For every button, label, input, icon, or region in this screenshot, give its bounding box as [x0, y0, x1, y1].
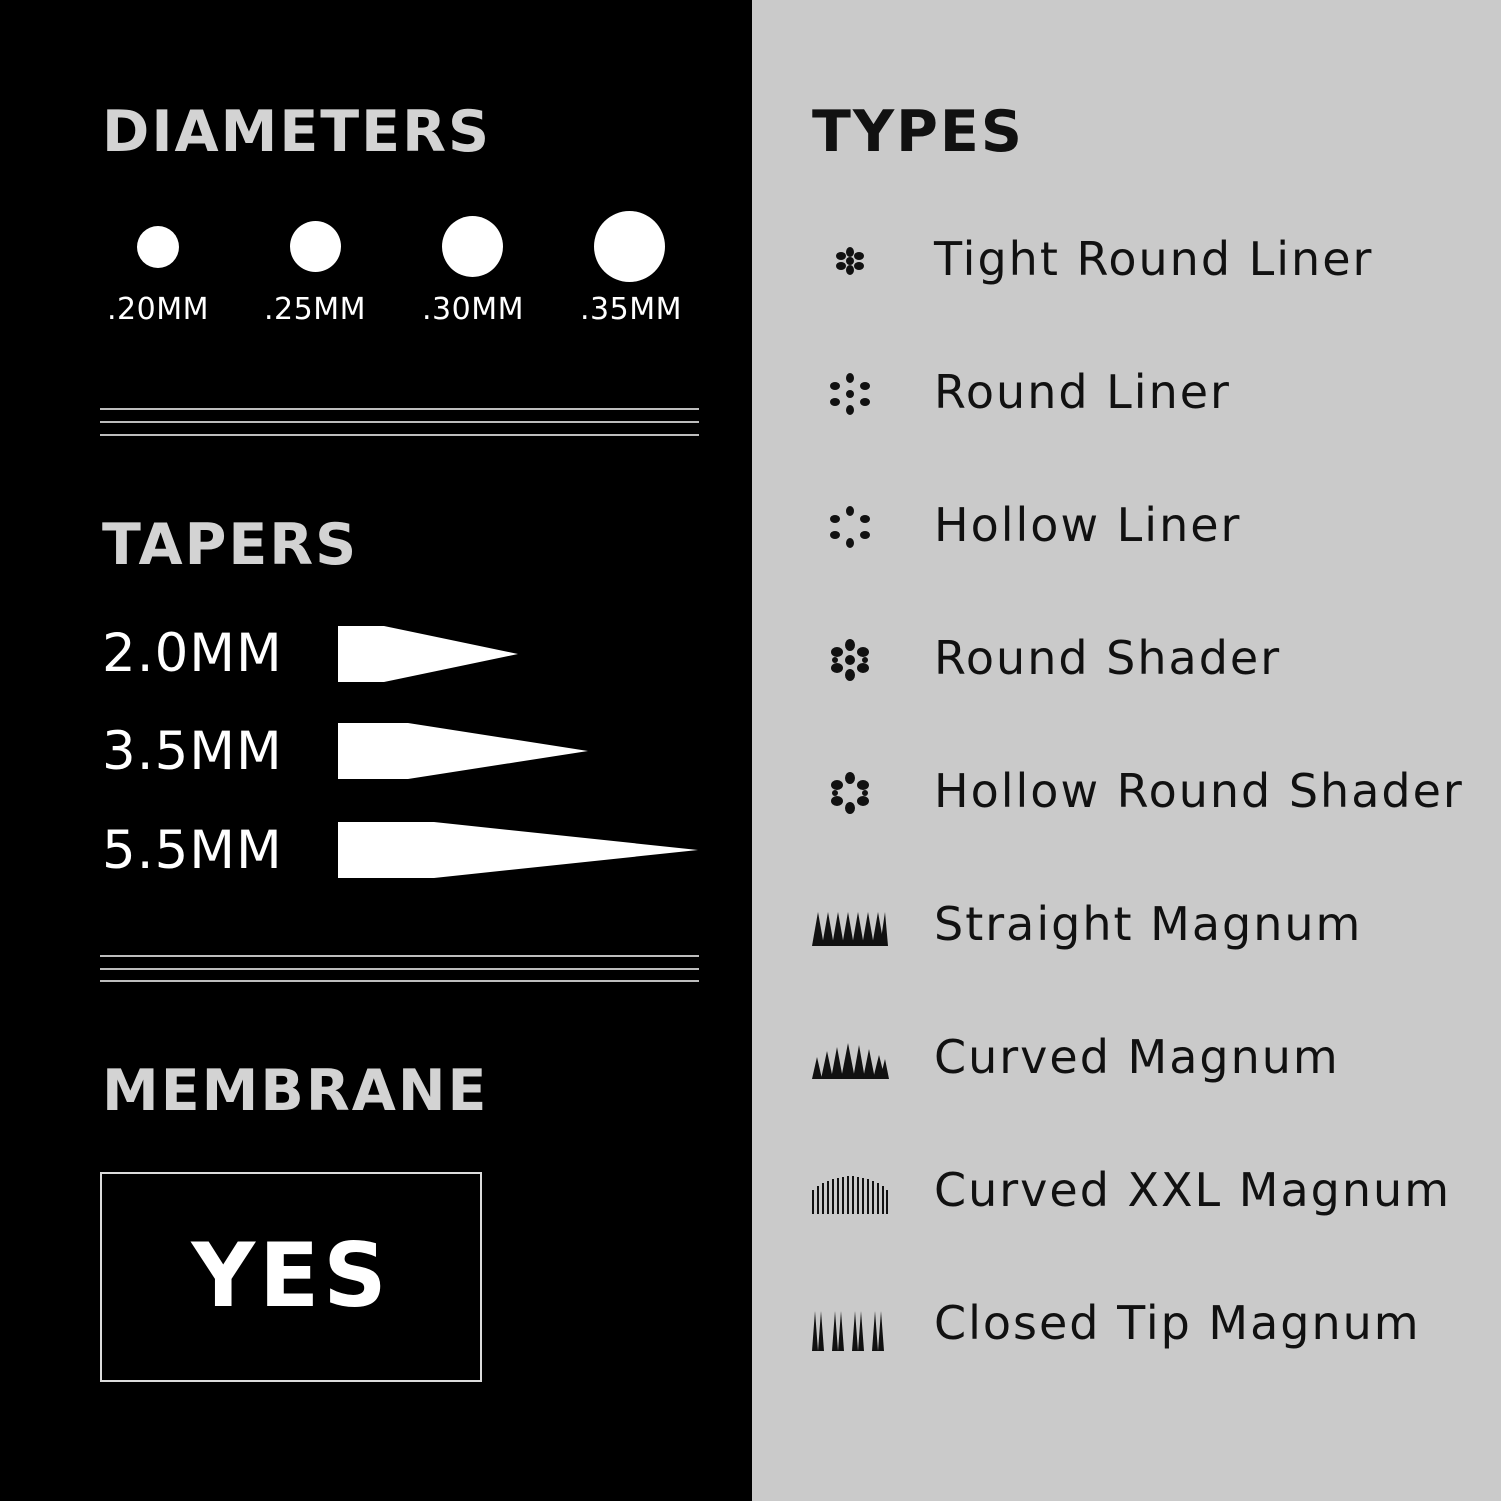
type-item — [752, 1157, 1501, 1227]
diameter-dot-20 — [137, 226, 179, 268]
diameter-dot-25 — [290, 221, 341, 272]
taper-label: 5.5MM — [102, 820, 283, 881]
types-heading: TYPES — [812, 99, 1024, 165]
divider-line — [100, 421, 699, 423]
hollow-liner-icon — [810, 499, 890, 555]
round-shader-icon — [810, 632, 890, 688]
membrane-heading: MEMBRANE — [102, 1058, 489, 1124]
type-label: Round Liner — [934, 365, 1231, 419]
diameter-label: .25MM — [264, 292, 366, 327]
hollow-round-shader-icon — [810, 765, 890, 821]
closed-tip-magnum-icon — [810, 1297, 890, 1353]
diameter-dot-30 — [442, 216, 503, 277]
curved-xxl-magnum-icon — [810, 1164, 890, 1220]
taper-2-0-shape — [338, 626, 520, 682]
tapers-heading: TAPERS — [102, 512, 359, 578]
diameter-label: .35MM — [580, 292, 682, 327]
type-label: Closed Tip Magnum — [934, 1296, 1421, 1350]
taper-5-5-shape — [338, 822, 700, 878]
type-label: Tight Round Liner — [934, 232, 1374, 286]
type-label: Hollow Round Shader — [934, 764, 1464, 818]
type-item — [752, 1290, 1501, 1360]
membrane-value: YES — [191, 1224, 391, 1327]
round-liner-icon — [810, 366, 890, 422]
divider-line — [100, 980, 699, 982]
diameter-dot-35 — [594, 211, 665, 282]
type-item — [752, 359, 1501, 429]
diameter-label: .20MM — [107, 292, 209, 327]
divider-line — [100, 968, 699, 970]
type-item — [752, 1024, 1501, 1094]
taper-label: 2.0MM — [102, 623, 283, 684]
taper-3-5-shape — [338, 723, 590, 779]
type-label: Hollow Liner — [934, 498, 1242, 552]
type-item — [752, 891, 1501, 961]
type-label: Curved Magnum — [934, 1030, 1340, 1084]
type-item — [752, 492, 1501, 562]
divider-line — [100, 955, 699, 957]
straight-magnum-icon — [810, 898, 890, 954]
divider-line — [100, 434, 699, 436]
type-item — [752, 758, 1501, 828]
tight-round-liner-icon — [810, 233, 890, 289]
type-item — [752, 226, 1501, 296]
type-label: Curved XXL Magnum — [934, 1163, 1451, 1217]
diameters-heading: DIAMETERS — [102, 99, 492, 165]
diameter-label: .30MM — [422, 292, 524, 327]
curved-magnum-icon — [810, 1031, 890, 1087]
type-label: Round Shader — [934, 631, 1282, 685]
divider-line — [100, 408, 699, 410]
type-label: Straight Magnum — [934, 897, 1363, 951]
taper-label: 3.5MM — [102, 721, 283, 782]
right-panel — [752, 0, 1501, 1501]
type-item — [752, 625, 1501, 695]
membrane-value-box — [100, 1172, 482, 1382]
